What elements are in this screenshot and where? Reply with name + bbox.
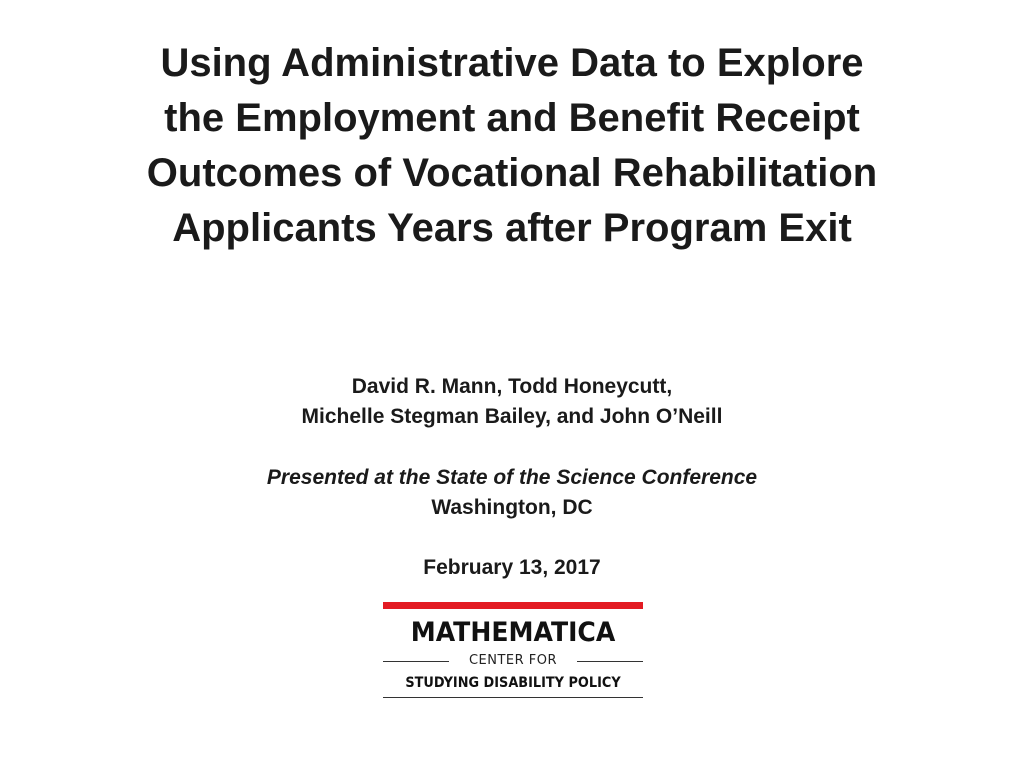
presentation-block [0,463,1024,523]
conference-venue: Presented at the State of the Science Conference [266,466,758,489]
slide-title [0,36,1024,256]
mathematica-logo [383,602,643,700]
logo-center-for-row [383,652,643,670]
title-line-2: the Employment and Benefit Receipt [164,96,860,140]
logo-subtitle: STUDYING DISABILITY POLICY [405,675,621,691]
conference-location: Washington, DC [431,496,593,519]
logo-rule-left [383,661,449,662]
presentation-date: February 13, 2017 [423,556,601,579]
logo-brand: MATHEMATICA [410,617,616,648]
authors-line-1: David R. Mann, Todd Honeycutt, [351,375,673,398]
authors-line-2: Michelle Stegman Bailey, and John O’Neill [301,405,723,428]
authors-block [0,372,1024,432]
title-line-3: Outcomes of Vocational Rehabilitation [146,151,878,195]
title-line-4: Applicants Years after Program Exit [172,206,852,250]
logo-red-bar [383,602,643,609]
title-line-1: Using Administrative Data to Explore [160,41,864,85]
logo-rule-right [577,661,643,662]
logo-center-for: CENTER FOR [468,653,558,668]
logo-bottom-rule [383,697,643,698]
